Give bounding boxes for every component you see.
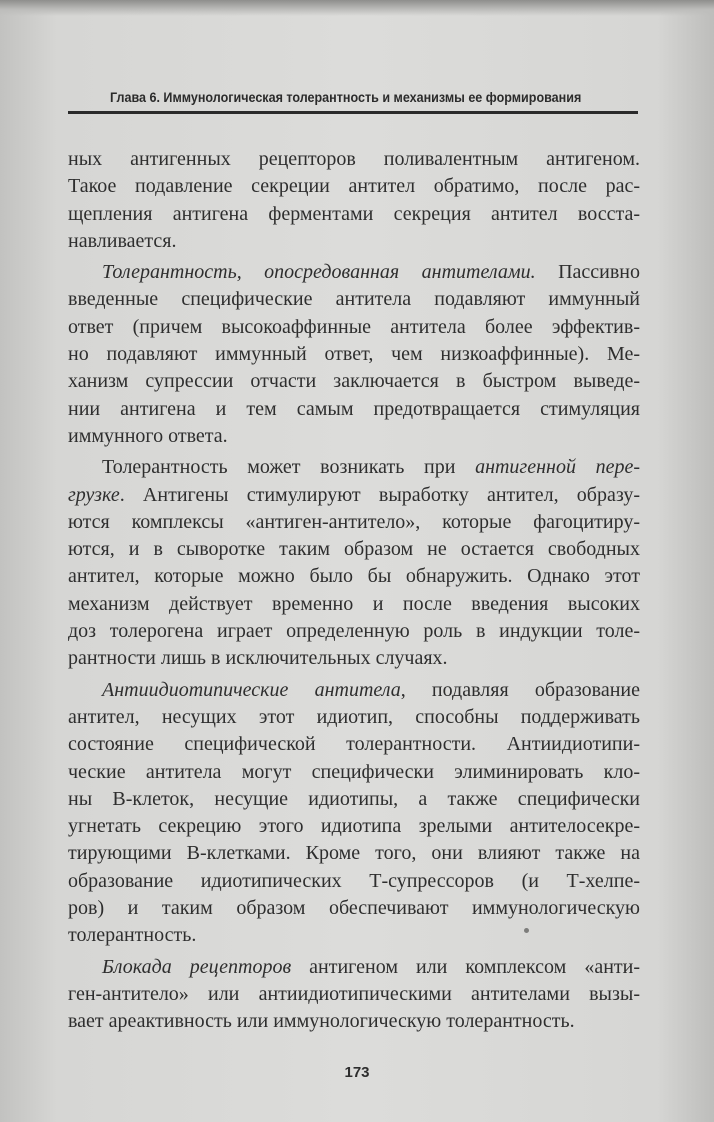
text-run: антител, несущих этот идиотип, способны поддерживать <box>68 705 640 728</box>
text-run: иммунного ответа. <box>68 424 228 447</box>
text-line <box>68 922 640 949</box>
text-run: состояние специфической толерантности. Антиидиотипи- <box>68 733 640 756</box>
text-run: ческие антитела могут специфически элиминировать кло- <box>68 760 640 783</box>
text-line <box>68 868 640 895</box>
text-run: , подавляя образование <box>400 678 640 701</box>
text-run: но подавляют иммунный ответ, чем низкоаффинные). Ме- <box>68 343 640 366</box>
italic-term: Толерантность, опосредованная антителами. <box>102 261 536 284</box>
text-run: ных антигенных рецепторов поливалентным антигеном. <box>68 148 640 170</box>
text-run: ханизм супрессии отчасти заключается в быстром выведе- <box>68 370 640 393</box>
text-line <box>68 536 640 563</box>
page-top-edge <box>0 0 714 16</box>
italic-term: грузке <box>68 483 120 506</box>
italic-term: Блокада рецепторов <box>102 955 292 978</box>
text-run: навливается. <box>68 229 177 252</box>
text-run: антигеном или комплексом «анти- <box>291 955 640 978</box>
text-run: образование идиотипических Т-супрессоров (и Т-хелпе- <box>68 869 640 892</box>
text-line <box>68 423 640 450</box>
paragraph <box>68 146 640 255</box>
text-run: . Антигены стимулируют выработку антител, образу- <box>119 483 640 506</box>
text-line <box>68 563 640 590</box>
text-line <box>68 1008 640 1035</box>
text-run: толерантность. <box>68 924 197 947</box>
text-run: рантности лишь в исключительных случаях. <box>68 647 448 670</box>
text-line <box>68 482 640 509</box>
paragraph <box>68 454 640 672</box>
text-line <box>68 786 640 813</box>
text-line <box>68 146 640 173</box>
text-run: доз толерогена играет определенную роль в индукции толе- <box>68 620 640 643</box>
text-run: введенные специфические антитела подавляют иммунный <box>68 288 640 311</box>
text-run: ответ (причем высокоаффинные антитела более эффектив- <box>68 315 640 338</box>
text-line <box>68 201 640 228</box>
body-text <box>68 146 640 1040</box>
text-run: щепления антигена ферментами секреция антител восста- <box>68 202 640 225</box>
italic-term: Антиидиотипические антитела <box>102 678 401 701</box>
text-line <box>68 704 640 731</box>
text-run: вает ареактивность или иммунологическую толерантность. <box>68 1010 575 1033</box>
text-run: антител, которые можно было бы обнаружить. Однако этот <box>68 565 640 588</box>
italic-term: антигенной пере- <box>475 456 640 479</box>
text-run: тирующими В-клетками. Кроме того, они влияют также на <box>68 842 640 865</box>
text-run: угнетать секрецию этого идиотипа зрелыми антителосекре- <box>68 815 640 838</box>
text-line <box>68 259 640 286</box>
text-line <box>68 286 640 313</box>
text-line <box>68 454 640 481</box>
text-run: ров) и таким образом обеспечивают иммунологическую <box>68 897 640 920</box>
text-line <box>68 591 640 618</box>
text-run: ны В-клеток, несущие идиотипы, а также специфически <box>68 787 640 810</box>
text-run: ются комплексы «антиген-антитело», которые фагоцитиру- <box>68 510 640 533</box>
paper-speck <box>524 928 529 933</box>
text-line <box>68 341 640 368</box>
text-line <box>68 895 640 922</box>
paragraph <box>68 677 640 950</box>
text-line <box>68 173 640 200</box>
text-line <box>68 228 640 255</box>
text-line <box>68 396 640 423</box>
text-line <box>68 954 640 981</box>
text-run: ются, и в сыворотке таким образом не остается свободных <box>68 538 640 561</box>
text-line <box>68 840 640 867</box>
text-run: Пассивно <box>535 261 640 284</box>
text-line <box>68 981 640 1008</box>
text-line <box>68 813 640 840</box>
page-number: 173 <box>344 1064 370 1081</box>
text-line <box>68 759 640 786</box>
text-line <box>68 314 640 341</box>
text-run: нии антигена и тем самым предотвращается стимуляция <box>68 397 640 420</box>
paragraph <box>68 259 640 450</box>
text-line <box>68 677 640 704</box>
text-line <box>68 509 640 536</box>
paragraph <box>68 954 640 1036</box>
running-head-text: Глава 6. Иммунологическая толерантность и механизмы ее формирования <box>110 90 582 105</box>
text-line <box>68 368 640 395</box>
running-head <box>68 87 638 114</box>
text-line <box>68 618 640 645</box>
text-run: ген-антитело» или антиидиотипическими антителами вызы- <box>68 982 640 1005</box>
text-run: Толерантность может возникать при <box>102 456 476 479</box>
text-run: механизм действует временно и после введения высоких <box>68 592 640 615</box>
text-line <box>68 731 640 758</box>
text-run: Такое подавление секреции антител обратимо, после рас- <box>68 175 640 198</box>
text-line <box>68 645 640 672</box>
